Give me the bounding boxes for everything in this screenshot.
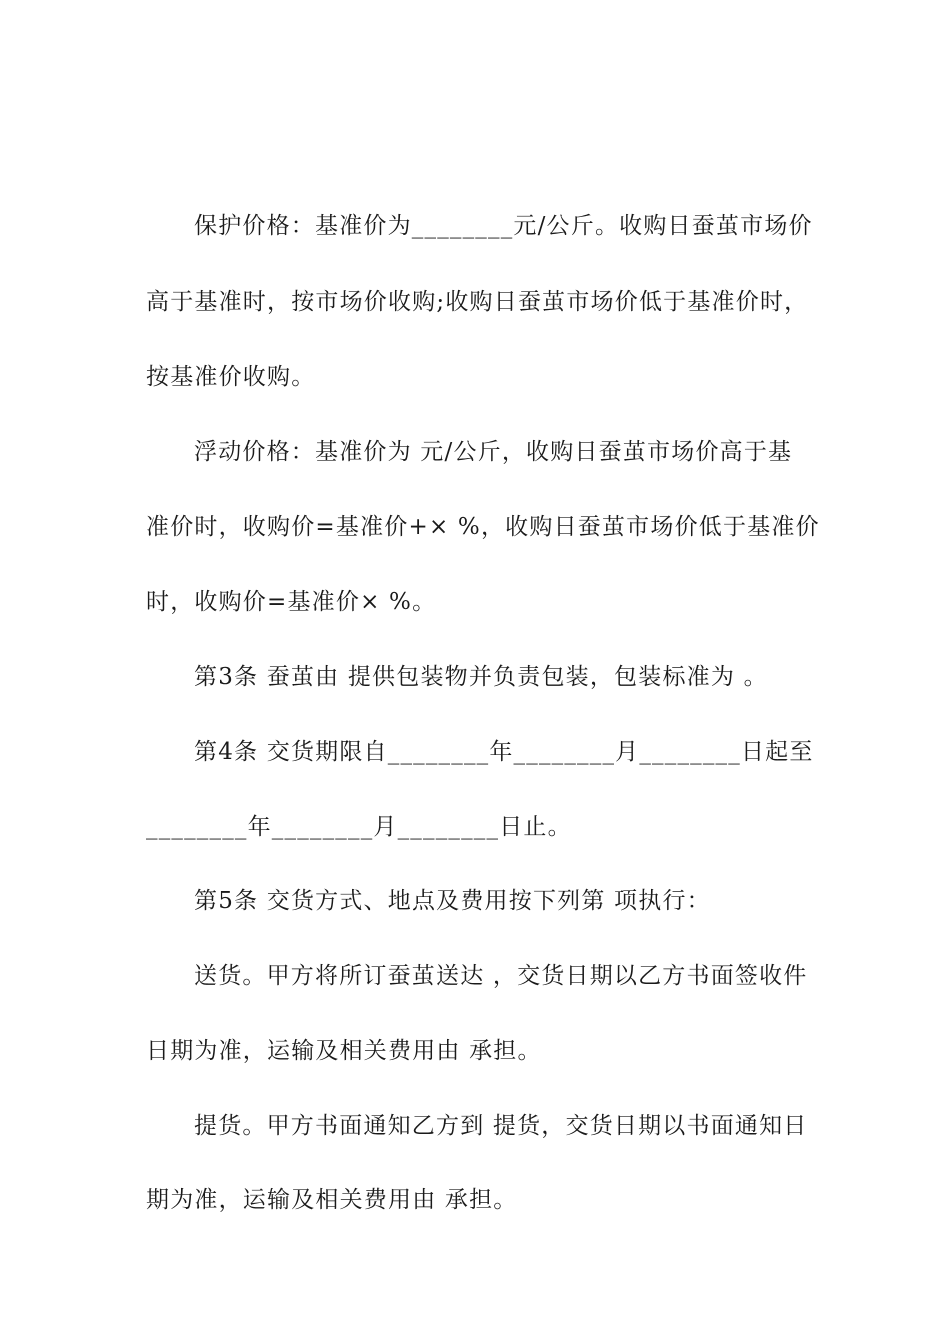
paragraph-floating-price-line-1: 浮动价格：基准价为 元/公斤，收购日蚕茧市场价高于基 <box>194 439 793 465</box>
delivery-option-line-2: 日期为准，运输及相关费用由 承担。 <box>146 1038 542 1064</box>
paragraph-floating-price-line-2: 准价时，收购价=基准价+× %，收购日蚕茧市场价低于基准价 <box>146 514 820 540</box>
article-4-line-2: ________年________月________日止。 <box>146 814 572 840</box>
paragraph-protection-price-line-3: 按基准价收购。 <box>146 364 316 390</box>
delivery-option-line-1: 送货。甲方将所订蚕茧送达 ，交货日期以乙方书面签收件 <box>194 963 808 989</box>
pickup-option-line-1: 提货。甲方书面通知乙方到 提货，交货日期以书面通知日 <box>194 1113 808 1139</box>
paragraph-protection-price-line-2: 高于基准时，按市场价收购;收购日蚕茧市场价低于基准价时， <box>146 289 809 315</box>
pickup-option-line-2: 期为准，运输及相关费用由 承担。 <box>146 1187 518 1213</box>
paragraph-protection-price-line-1: 保护价格：基准价为________元/公斤。收购日蚕茧市场价 <box>194 213 813 239</box>
article-3-line-1: 第3条 蚕茧由 提供包装物并负责包装，包装标准为 。 <box>194 664 768 690</box>
paragraph-floating-price-line-3: 时，收购价=基准价× %。 <box>146 589 437 615</box>
article-4-line-1: 第4条 交货期限自________年________月________日起至 <box>194 739 814 765</box>
article-5-line-1: 第5条 交货方式、地点及费用按下列第 项执行： <box>194 888 711 914</box>
